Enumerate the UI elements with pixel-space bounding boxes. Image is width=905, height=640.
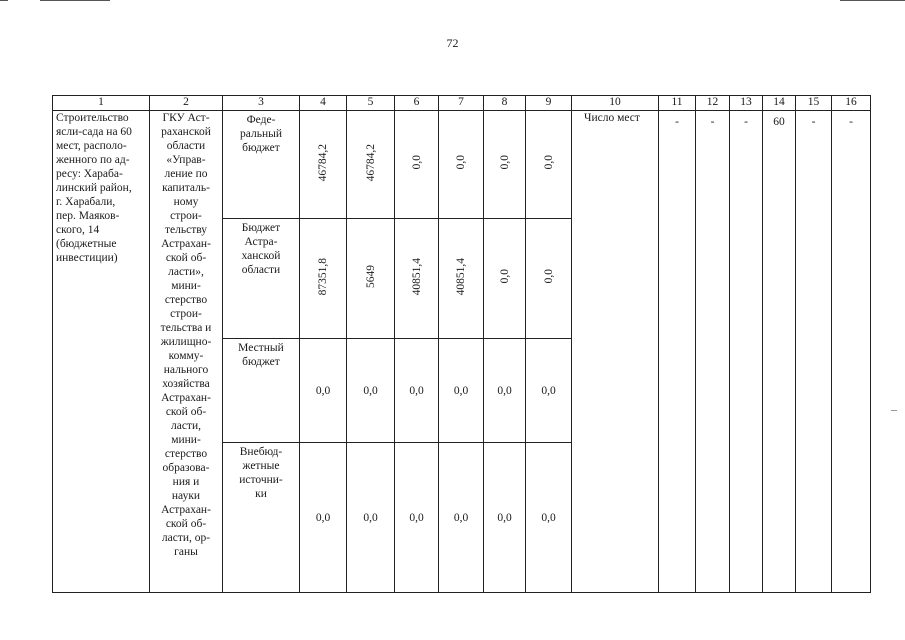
- col-number: 3: [223, 96, 300, 111]
- col-number: 2: [150, 96, 223, 111]
- indicator-col-13: -: [730, 111, 763, 593]
- indicator-col-16: -: [832, 111, 871, 593]
- value-cell: 0,0: [439, 443, 484, 593]
- indicator-name: Число мест: [572, 111, 659, 593]
- value-cell: 0,0: [395, 339, 439, 443]
- col-number: 9: [526, 96, 572, 111]
- value-cell: 0,0: [526, 443, 572, 593]
- funding-source: Бюджет Астра- ханской области: [223, 219, 300, 339]
- value-cell: 87351,8: [300, 219, 347, 339]
- indicator-col-12: -: [696, 111, 730, 593]
- indicator-col-11: -: [659, 111, 696, 593]
- value-cell: 0,0: [439, 111, 484, 219]
- col-number: 15: [796, 96, 832, 111]
- margin-mark: [891, 410, 897, 411]
- object-description: Строительство ясли-сада на 60 мест, располо- женного по ад- ресу: Хараба- линский район, г. Харабали, пер. Маяков- ского, 14 (бюджетные инвестиции): [53, 111, 150, 593]
- value-cell: 0,0: [484, 219, 526, 339]
- page-number: 72: [446, 36, 459, 50]
- funding-source: Местный бюджет: [223, 339, 300, 443]
- col-number: 13: [730, 96, 763, 111]
- value-cell: 0,0: [395, 443, 439, 593]
- value-cell: 40851,4: [395, 219, 439, 339]
- responsible-organization: ГКУ Аст- раханской области «Управ- ление по капиталь- ному строи- тельству Астрахан- ской об- ласти», мини- стерство строи- тельства и жилищно- комму- нального хозяйства Астрахан- ской об- ласти, мини- стерство образова- ния и науки Астрахан- ской об- ласти, ор- ганы: [150, 111, 223, 593]
- col-number: 16: [832, 96, 871, 111]
- col-number: 10: [572, 96, 659, 111]
- indicator-col-15: -: [796, 111, 832, 593]
- indicator-col-14: 60: [763, 111, 796, 593]
- col-number: 5: [347, 96, 395, 111]
- budget-table: [52, 95, 871, 593]
- value-cell: 0,0: [484, 339, 526, 443]
- value-cell: 0,0: [439, 339, 484, 443]
- col-number: 1: [53, 96, 150, 111]
- table-row-federal: [53, 111, 871, 219]
- value-cell: 0,0: [347, 443, 395, 593]
- col-number: 6: [395, 96, 439, 111]
- col-number: 14: [763, 96, 796, 111]
- col-number: 11: [659, 96, 696, 111]
- value-cell: 40851,4: [439, 219, 484, 339]
- top-rule-mid: [40, 0, 110, 1]
- value-cell: 5649: [347, 219, 395, 339]
- value-cell: 0,0: [395, 111, 439, 219]
- value-cell: 0,0: [484, 443, 526, 593]
- value-cell: 0,0: [347, 339, 395, 443]
- value-cell: 0,0: [526, 111, 572, 219]
- value-cell: 46784,2: [347, 111, 395, 219]
- value-cell: 0,0: [300, 339, 347, 443]
- value-cell: 0,0: [300, 443, 347, 593]
- value-cell: 0,0: [484, 111, 526, 219]
- value-cell: 46784,2: [300, 111, 347, 219]
- top-rule-left: [0, 0, 8, 1]
- col-number: 8: [484, 96, 526, 111]
- value-cell: 0,0: [526, 219, 572, 339]
- column-number-row: [53, 96, 871, 111]
- value-cell: 0,0: [526, 339, 572, 443]
- col-number: 12: [696, 96, 730, 111]
- funding-source: Внебюд- жетные источни- ки: [223, 443, 300, 593]
- col-number: 7: [439, 96, 484, 111]
- top-rule-right: [840, 0, 905, 1]
- funding-source: Феде- ральный бюджет: [223, 111, 300, 219]
- col-number: 4: [300, 96, 347, 111]
